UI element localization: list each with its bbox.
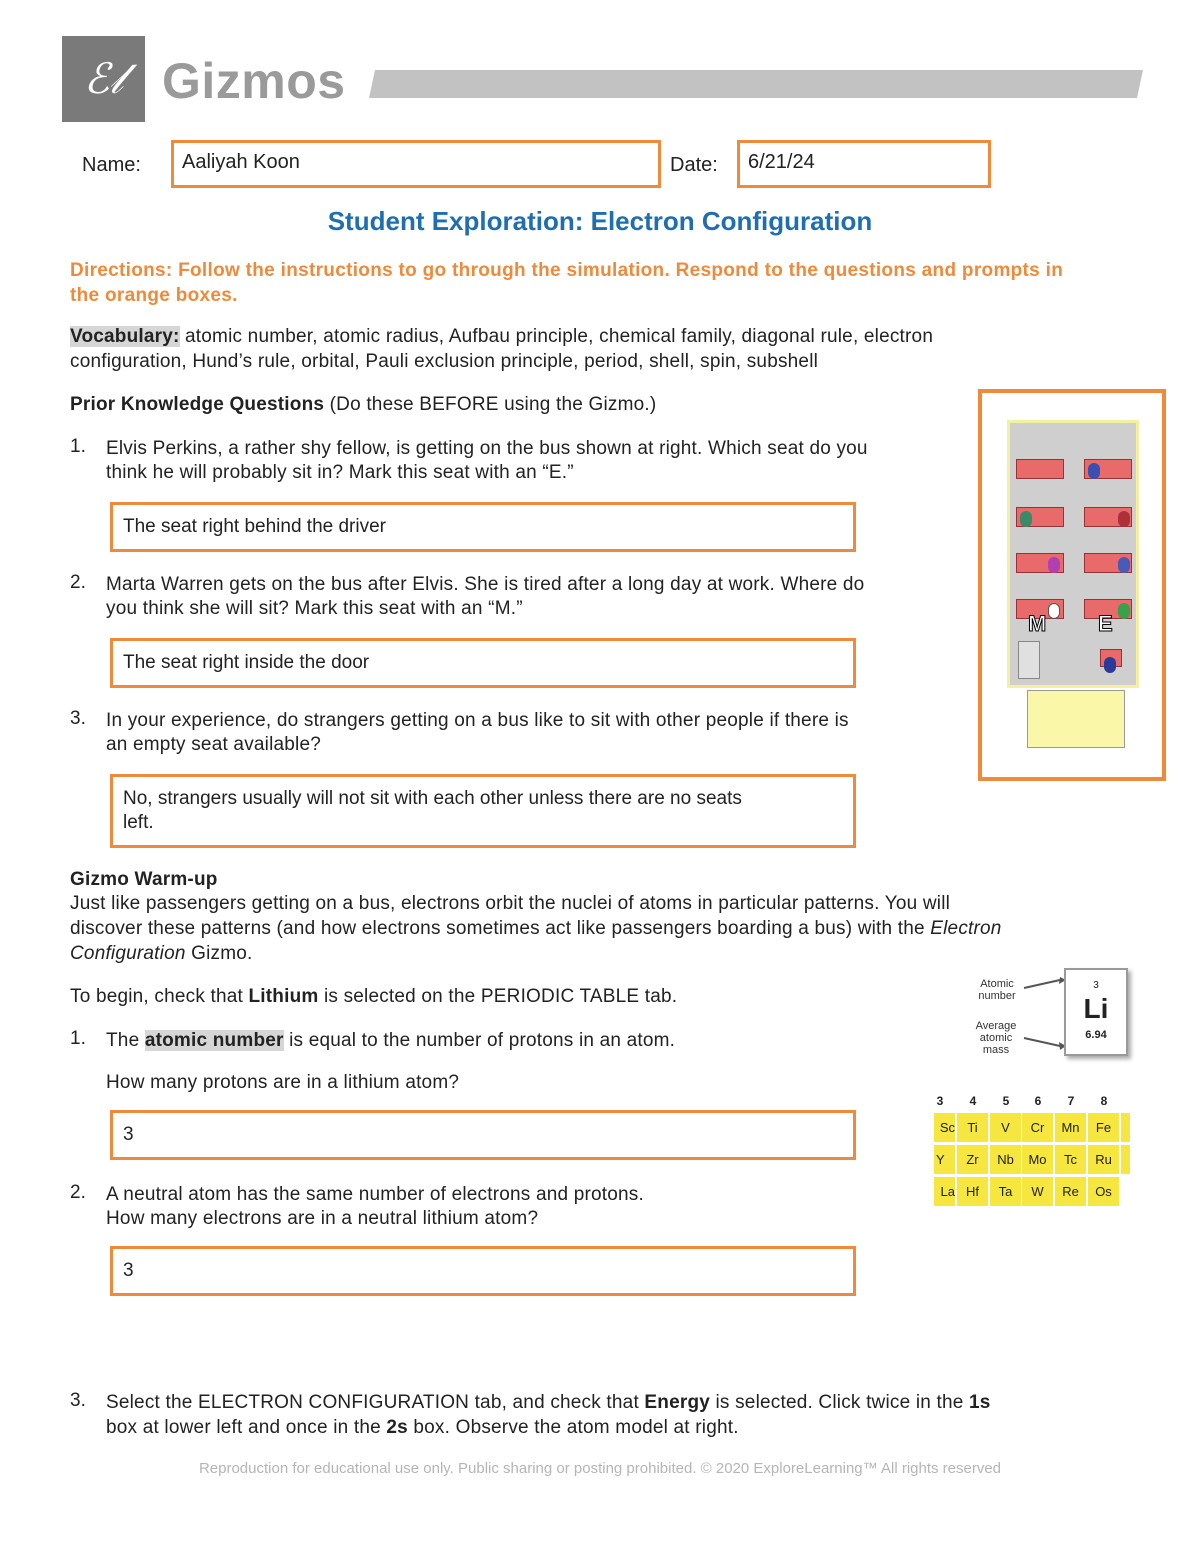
bus-door — [1018, 641, 1040, 679]
prior-q1-number: 1. — [70, 436, 86, 457]
q3-c: is selected. Click twice in the — [710, 1392, 970, 1413]
prior-q1-line2: think he will probably sit in? Mark this seat with an “E.” — [106, 462, 574, 483]
element-cell-partial — [1121, 1113, 1131, 1143]
element-cell[interactable]: Nb — [990, 1145, 1022, 1175]
name-field[interactable]: Aaliyah Koon — [171, 140, 661, 188]
warmup-q3-line2 — [106, 1415, 739, 1440]
footer-copyright: Reproduction for educational use only. Public sharing or posting prohibited. © 2020 ExploreLearning™ All rights reserved — [198, 1460, 1002, 1477]
bus-label-e: E — [1098, 611, 1113, 636]
warmup-q3-number: 3. — [70, 1390, 86, 1411]
vocabulary-text2: configuration, Hund’s rule, orbital, Pauli exclusion principle, period, shell, spin, subshell — [70, 351, 819, 372]
element-cell[interactable]: Y — [934, 1145, 956, 1175]
warmup-line3-text: Gizmo. — [185, 943, 253, 964]
prior-q3-answer-line2: left. — [123, 812, 154, 833]
warmup-q2-line1: A neutral atom has the same number of electrons and protons. — [106, 1184, 644, 1205]
warmup-line3-italic: Configuration — [70, 943, 186, 964]
bus-label-m: M — [1028, 611, 1047, 636]
begin-post: is selected on the PERIODIC TABLE tab. — [318, 986, 678, 1007]
arrow-line-mass — [1024, 1038, 1060, 1046]
q3-e: box at lower left and once in the — [106, 1417, 387, 1438]
q3-f: 2s — [386, 1417, 408, 1438]
prior-heading: Prior Knowledge Questions — [70, 394, 325, 415]
passenger-icon — [1048, 603, 1060, 619]
header-bar — [369, 70, 1143, 98]
date-label: Date: — [670, 154, 718, 176]
brand-name: Gizmos — [162, 53, 346, 109]
warmup-line2 — [70, 916, 1130, 941]
prior-q3-line1: In your experience, do strangers getting on a bus like to sit with other people if there is — [106, 710, 849, 731]
card-atomic-number: 3 — [1093, 980, 1099, 991]
element-cell[interactable]: Ti — [957, 1113, 989, 1143]
average-mass-label — [968, 1020, 1024, 1056]
passenger-icon — [1020, 511, 1032, 527]
element-cell[interactable]: Ru — [1088, 1145, 1120, 1175]
element-cell[interactable]: Re — [1055, 1177, 1087, 1207]
arrow-line-number — [1024, 980, 1060, 988]
group-header: 7 — [1067, 1094, 1075, 1108]
warmup-q1-number: 1. — [70, 1028, 86, 1049]
prior-q2-answer[interactable]: The seat right inside the door — [110, 638, 856, 688]
passenger-icon — [1088, 463, 1100, 479]
prior-q3-answer[interactable] — [110, 774, 856, 848]
mass-label-line2: atomic — [979, 1032, 1013, 1044]
vocabulary-text1: atomic number, atomic radius, Aufbau principle, chemical family, diagonal rule, electron — [179, 326, 934, 347]
group-header: 8 — [1100, 1094, 1108, 1108]
warmup-q1-text — [106, 1028, 675, 1053]
bus-diagram — [1007, 420, 1139, 688]
driver-icon — [1104, 657, 1116, 673]
prior-q1-line1: Elvis Perkins, a rather shy fellow, is getting on the bus shown at right. Which seat do you — [106, 438, 868, 459]
element-cell[interactable]: Sc — [934, 1113, 956, 1143]
prior-q2-line2: you think she will sit? Mark this seat with an “M.” — [106, 598, 523, 619]
element-cell[interactable]: Cr — [1022, 1113, 1054, 1143]
prior-q3-line2: an empty seat available? — [106, 734, 321, 755]
begin-bold: Lithium — [248, 986, 319, 1007]
passenger-icon — [1048, 557, 1060, 573]
atomic-number-label — [972, 978, 1022, 1002]
prior-heading-note: (Do these BEFORE using the Gizmo.) — [324, 394, 657, 415]
group-header: 4 — [969, 1094, 977, 1108]
warmup-begin — [70, 984, 677, 1009]
warmup-line3 — [70, 941, 252, 966]
q1-highlight: atomic number — [144, 1030, 284, 1051]
group-header: 6 — [1034, 1094, 1042, 1108]
element-cell[interactable]: W — [1022, 1177, 1054, 1207]
q1-pre: The — [106, 1030, 145, 1051]
element-cell[interactable]: La — [934, 1177, 956, 1207]
vocabulary-line1 — [70, 324, 1070, 349]
prior-heading-line — [70, 392, 656, 417]
prior-q2-line1: Marta Warren gets on the bus after Elvis. She is tired after a long day at work. Where do — [106, 574, 865, 595]
element-cell-partial — [1121, 1145, 1131, 1175]
element-cell[interactable]: Mn — [1055, 1113, 1087, 1143]
lithium-element-card — [1064, 968, 1128, 1056]
logo-glyph: ℰ𝓁 — [83, 54, 124, 103]
q3-d: 1s — [969, 1392, 991, 1413]
element-cell[interactable]: V — [990, 1113, 1022, 1143]
warmup-q1-answer[interactable]: 3 — [110, 1110, 856, 1160]
element-cell[interactable]: Hf — [957, 1177, 989, 1207]
element-cell[interactable]: Os — [1088, 1177, 1120, 1207]
mass-label-line1: Average — [975, 1020, 1017, 1032]
card-mass: 6.94 — [1085, 1029, 1107, 1041]
directions: Directions: Follow the instructions to go through the simulation. Respond to the questions and prompts in the orange boxes. — [70, 260, 1064, 306]
page-title: Student Exploration: Electron Configuration — [327, 206, 873, 236]
bus-seat[interactable] — [1016, 459, 1064, 479]
card-arrows — [1022, 976, 1068, 1056]
prior-q3-number: 3. — [70, 708, 86, 729]
mass-label-line3: mass — [982, 1044, 1010, 1056]
element-cell[interactable]: Fe — [1088, 1113, 1120, 1143]
warmup-heading: Gizmo Warm-up — [70, 869, 218, 890]
warmup-q2-answer[interactable]: 3 — [110, 1246, 856, 1296]
q3-a: Select the ELECTRON CONFIGURATION tab, and check that — [106, 1392, 645, 1413]
atomic-number-label-line1: Atomic — [980, 978, 1014, 990]
warmup-q1-sub: How many protons are in a lithium atom? — [106, 1072, 460, 1093]
group-header: 3 — [936, 1094, 944, 1108]
passenger-icon — [1118, 557, 1130, 573]
element-cell[interactable]: Ta — [990, 1177, 1022, 1207]
element-cell[interactable]: Mo — [1022, 1145, 1054, 1175]
warmup-q2-number: 2. — [70, 1182, 86, 1203]
atomic-number-label-line2: number — [978, 990, 1016, 1002]
element-cell[interactable]: Tc — [1055, 1145, 1087, 1175]
begin-pre: To begin, check that — [70, 986, 249, 1007]
warmup-line2-text: discover these patterns (and how electrons sometimes act like passengers boarding a bus) with the — [70, 918, 931, 939]
prior-q3-answer-line1: No, strangers usually will not sit with each other unless there are no seats — [123, 788, 742, 809]
warmup-line1: Just like passengers getting on a bus, electrons orbit the nuclei of atoms in particular patterns. You will — [70, 893, 951, 914]
q3-b: Energy — [644, 1392, 711, 1413]
passenger-icon — [1118, 603, 1130, 619]
group-header: 5 — [1002, 1094, 1010, 1108]
element-cell[interactable]: Zr — [957, 1145, 989, 1175]
q3-g: box. Observe the atom model at right. — [407, 1417, 739, 1438]
warmup-q3-line1 — [106, 1390, 1106, 1415]
gizmos-logo — [62, 36, 145, 122]
prior-q1-answer[interactable]: The seat right behind the driver — [110, 502, 856, 552]
passenger-icon — [1118, 511, 1130, 527]
card-symbol: Li — [1083, 993, 1109, 1024]
q1-post: is equal to the number of protons in an atom. — [283, 1030, 676, 1051]
warmup-line2-italic: Electron — [930, 918, 1002, 939]
prior-q2-number: 2. — [70, 572, 86, 593]
date-field[interactable]: 6/21/24 — [737, 140, 991, 188]
vocabulary-label: Vocabulary: — [70, 326, 180, 347]
name-label: Name: — [82, 154, 141, 176]
warmup-q2-line2: How many electrons are in a neutral lithium atom? — [106, 1208, 539, 1229]
bus-front — [1027, 690, 1125, 748]
